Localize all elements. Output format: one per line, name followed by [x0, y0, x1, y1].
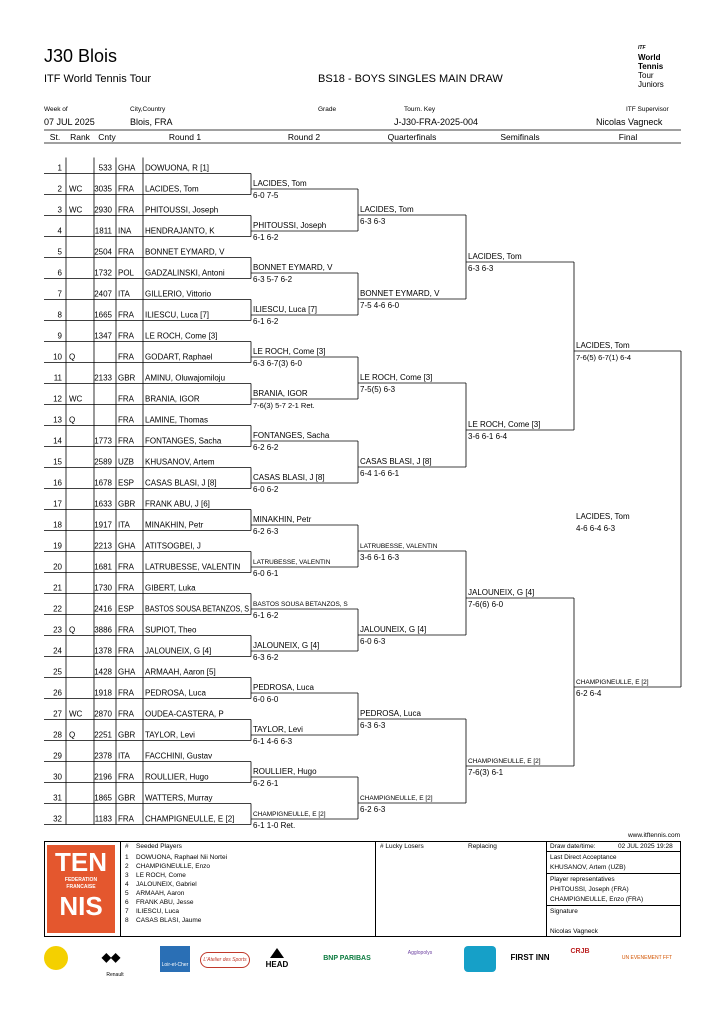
player-name: HENDRAJANTO, K [145, 226, 215, 236]
player-name: ATITSOGBEI, J [145, 541, 201, 551]
footer-rule [546, 851, 681, 852]
match-winner: LE ROCH, Come [3] [360, 373, 433, 382]
seed-number: 4 [125, 881, 129, 888]
column-header-r1: Round 1 [168, 132, 202, 142]
itf-logo-juniors: Juniors [638, 80, 664, 89]
tourn-key-value: J-J30-FRA-2025-004 [394, 117, 479, 127]
player-country: FRA [118, 184, 134, 194]
seed-name: DOWUONA, Raphael Nii Nortei [136, 854, 228, 861]
player-country: INA [118, 226, 132, 236]
seed-name: FRANK ABU, Jesse [136, 899, 194, 906]
seeded-list [125, 853, 227, 925]
draw-position: 15 [53, 457, 62, 467]
player-rank: 1732 [94, 268, 112, 278]
match-score: 7-6(3) 6-1 [468, 768, 504, 777]
match-score: 6-3 6-3 [360, 217, 386, 226]
match-winner: LE ROCH, Come [3] [468, 420, 541, 429]
match-winner: CASAS BLASI, J [8] [360, 457, 432, 466]
draw-position: 32 [53, 814, 62, 824]
player-country: FRA [118, 331, 134, 341]
entry-status: Q [69, 352, 76, 362]
match-winner: CHAMPIGNEULLE, E [2] [468, 758, 541, 765]
player-country: FRA [118, 394, 134, 404]
player-name: CHAMPIGNEULLE, E [2] [145, 814, 235, 824]
fft-event-logo: UN EVENEMENT FFT [621, 955, 673, 961]
draw-position: 14 [53, 436, 62, 446]
column-header-rank: Rank [70, 132, 90, 142]
player-rank: 2133 [94, 373, 112, 383]
seed-number: 7 [125, 908, 129, 915]
player-rep-2: CHAMPIGNEULLE, Enzo (FRA) [550, 896, 644, 903]
draw-position: 4 [57, 226, 62, 236]
match-score: 7-6(6) 6-0 [468, 600, 504, 609]
draw-position: 25 [53, 667, 62, 677]
player-country: FRA [118, 583, 134, 593]
lucky-losers-title: # Lucky Losers [380, 843, 424, 850]
column-header-f: Final [618, 132, 638, 142]
match-score: 6-1 6-2 [253, 233, 279, 242]
supervisor-value: Nicolas Vagneck [596, 117, 663, 127]
footer-divider [120, 841, 121, 937]
week-value: 07 JUL 2025 [44, 117, 95, 127]
draw-position: 20 [53, 562, 62, 572]
match-winner: BONNET EYMARD, V [360, 289, 440, 298]
city-value: Blois, FRA [130, 117, 173, 127]
match-score: 6-3 6-3 [360, 721, 386, 730]
draw-position: 7 [57, 289, 62, 299]
match-score: 6-2 6-3 [360, 805, 386, 814]
draw-position: 11 [53, 373, 62, 383]
agglopolys-logo: Agglopolys [407, 950, 433, 956]
player-country: FRA [118, 247, 134, 257]
player-country: GBR [118, 499, 136, 509]
player-rank: 1865 [94, 793, 112, 803]
draw-position: 21 [53, 583, 62, 593]
player-country: FRA [118, 814, 134, 824]
player-name: GODART, Raphael [145, 352, 213, 362]
player-name: AMINU, Oluwajomiloju [145, 373, 226, 383]
match-score: 6-3 6-2 [253, 653, 279, 662]
player-country: GHA [118, 541, 136, 551]
player-name: CASAS BLASI, J [8] [145, 478, 217, 488]
head-icon [270, 948, 284, 958]
seed-number: 2 [125, 863, 129, 870]
player-name: GADZALINSKI, Antoni [145, 268, 225, 278]
player-name: TAYLOR, Levi [145, 730, 195, 740]
player-name: SUPIOT, Theo [145, 625, 197, 635]
itf-logo-tour: Tour [638, 71, 654, 80]
match-winner: TAYLOR, Levi [253, 725, 303, 734]
seed-name: LE ROCH, Come [136, 872, 186, 879]
draw-position: 17 [53, 499, 62, 509]
player-country: FRA [118, 310, 134, 320]
player-rank: 2589 [94, 457, 112, 467]
match-winner: JALOUNEIX, G [4] [253, 641, 320, 650]
match-score: 6-0 6-1 [253, 569, 279, 578]
player-rank: 2504 [94, 247, 112, 257]
tour-name: ITF World Tennis Tour [44, 73, 151, 85]
player-country: FRA [118, 415, 134, 425]
player-rank: 3886 [94, 625, 112, 635]
match-score: 3-6 6-1 6-3 [360, 553, 400, 562]
draw-position: 1 [57, 163, 62, 173]
seed-number: 8 [125, 917, 129, 924]
seeded-player [125, 871, 227, 880]
entry-status: Q [69, 730, 76, 740]
seed-name: ILIESCU, Luca [136, 908, 179, 915]
player-rank: 1665 [94, 310, 112, 320]
seed-number: 6 [125, 899, 129, 906]
column-header-st: St. [49, 132, 61, 142]
player-country: FRA [118, 562, 134, 572]
player-name: KHUSANOV, Artem [145, 457, 215, 467]
blue-sponsor-logo [464, 946, 496, 972]
player-rank: 3035 [94, 184, 112, 194]
match-score: 6-1 4-6 6-3 [253, 737, 293, 746]
player-country: ITA [118, 520, 130, 530]
column-header-qf: Quarterfinals [387, 132, 437, 142]
player-rank: 1428 [94, 667, 112, 677]
seeded-player [125, 880, 227, 889]
match-winner: CASAS BLASI, J [8] [253, 473, 325, 482]
draw-position: 27 [53, 709, 62, 719]
draw-position: 31 [53, 793, 62, 803]
mascot-logo [44, 946, 68, 970]
player-name: ROULLIER, Hugo [145, 772, 209, 782]
player-rank: 1633 [94, 499, 112, 509]
footer-rule [546, 873, 681, 874]
renault-logo: ◆◆ [101, 950, 121, 964]
draw-position: 8 [57, 310, 62, 320]
seeded-player [125, 916, 227, 925]
player-country: GHA [118, 163, 136, 173]
match-score: 6-3 5-7 6-2 [253, 275, 293, 284]
draw-position: 3 [57, 205, 62, 215]
player-rank: 2213 [94, 541, 112, 551]
match-winner: CHAMPIGNEULLE, E [2] [576, 679, 649, 686]
match-winner: PHITOUSSI, Joseph [253, 221, 327, 230]
player-country: FRA [118, 205, 134, 215]
player-name: JALOUNEIX, G [4] [145, 646, 212, 656]
draw-position: 2 [57, 184, 62, 194]
signature-value: Nicolas Vagneck [550, 928, 598, 935]
match-score: 6-2 6-2 [253, 443, 279, 452]
player-name: PHITOUSSI, Joseph [145, 205, 219, 215]
player-rank: 2407 [94, 289, 112, 299]
match-score: 6-0 6-0 [253, 695, 279, 704]
supervisor-label: ITF Supervisor [626, 106, 669, 113]
crjb-logo: CRJB [570, 948, 590, 955]
seeded-hash: # [125, 843, 129, 850]
draw-position: 24 [53, 646, 62, 656]
fft-logo-line2: FRANCAISE [66, 884, 96, 890]
player-name: FACCHINI, Gustav [145, 751, 213, 761]
match-winner: FONTANGES, Sacha [253, 431, 330, 440]
player-rank: 2930 [94, 205, 112, 215]
match-winner: LATRUBESSE, VALENTIN [253, 559, 331, 566]
player-name: ARMAAH, Aaron [5] [145, 667, 216, 677]
match-winner: BONNET EYMARD, V [253, 263, 333, 272]
last-da-label: Last Direct Acceptance [550, 854, 617, 861]
player-rank: 2378 [94, 751, 112, 761]
seed-number: 1 [125, 854, 129, 861]
draw-position: 13 [53, 415, 62, 425]
player-country: POL [118, 268, 135, 278]
player-country: GBR [118, 730, 136, 740]
player-name: WATTERS, Murray [145, 793, 213, 803]
seed-name: JALOUNEIX, Gabriel [136, 881, 197, 888]
match-winner: PEDROSA, Luca [360, 709, 421, 718]
match-score: 6-2 6-3 [253, 527, 279, 536]
match-score: 6-0 6-3 [360, 637, 386, 646]
first-inn-logo: FIRST INN [510, 953, 550, 962]
seed-name: CASAS BLASI, Jaume [136, 917, 202, 924]
itf-logo-world: World [638, 53, 661, 62]
match-score: 6-0 6-2 [253, 485, 279, 494]
draw-position: 23 [53, 625, 62, 635]
player-name: MINAKHIN, Petr [145, 520, 204, 530]
match-winner: LATRUBESSE, VALENTIN [360, 543, 438, 550]
match-score: 6-3 6-3 [468, 264, 494, 273]
seed-name: ARMAAH, Aaron [136, 890, 185, 897]
draw-position: 29 [53, 751, 62, 761]
match-score: 6-4 1-6 6-1 [360, 469, 400, 478]
player-country: FRA [118, 352, 134, 362]
player-name: ILIESCU, Luca [7] [145, 310, 210, 320]
match-winner: LACIDES, Tom [576, 341, 630, 350]
seeded-title: Seeded Players [136, 843, 182, 850]
player-name: LAMINE, Thomas [145, 415, 208, 425]
fft-logo-bottom: NIS [59, 891, 103, 921]
footer-divider [375, 841, 376, 937]
match-score: 3-6 6-1 6-4 [468, 432, 508, 441]
head-logo: HEAD [265, 960, 289, 969]
match-winner: LACIDES, Tom [360, 205, 414, 214]
draw-position: 12 [53, 394, 62, 404]
column-header-cnty: Cnty [98, 132, 116, 142]
match-score: 7-5(5) 6-3 [360, 385, 396, 394]
match-score: 6-1 1-0 Ret. [253, 821, 296, 830]
match-winner: CHAMPIGNEULLE, E [2] [360, 795, 433, 802]
player-name: BONNET EYMARD, V [145, 247, 225, 257]
match-winner: ILIESCU, Luca [7] [253, 305, 318, 314]
fft-logo-line1: FEDERATION [64, 877, 98, 883]
player-name: BASTOS SOUSA BETANZOS, S [145, 604, 249, 614]
draw-position: 16 [53, 478, 62, 488]
match-winner: BRANIA, IGOR [253, 389, 308, 398]
champion-score: 4-6 6-4 6-3 [576, 524, 616, 533]
match-score: 6-1 6-2 [253, 611, 279, 620]
player-name: PEDROSA, Luca [145, 688, 206, 698]
player-country: FRA [118, 688, 134, 698]
bnp-logo: BNP PARIBAS [323, 955, 371, 962]
player-rank: 1681 [94, 562, 112, 572]
player-name: FONTANGES, Sacha [145, 436, 222, 446]
player-country: FRA [118, 625, 134, 635]
seed-name: CHAMPIGNEULLE, Enzo [136, 863, 211, 870]
tournament-title: J30 Blois [44, 46, 118, 66]
seed-number: 5 [125, 890, 129, 897]
player-name: GIBERT, Luka [145, 583, 196, 593]
player-name: BRANIA, IGOR [145, 394, 200, 404]
match-winner: JALOUNEIX, G [4] [360, 625, 427, 634]
player-country: ESP [118, 478, 135, 488]
player-name: GILLERIO, Vittorio [145, 289, 212, 299]
draw-position: 10 [53, 352, 62, 362]
event-name: BS18 - BOYS SINGLES MAIN DRAW [318, 73, 503, 85]
match-winner: PEDROSA, Luca [253, 683, 314, 692]
seeded-player [125, 898, 227, 907]
fft-logo-top: TEN [55, 847, 107, 877]
draw-position: 5 [57, 247, 62, 257]
footer-divider [546, 841, 547, 937]
draw-position: 28 [53, 730, 62, 740]
loir-et-cher-logo: Loir-et-Cher [160, 946, 190, 972]
draw-position: 6 [57, 268, 62, 278]
match-winner: LACIDES, Tom [253, 179, 307, 188]
player-country: UZB [118, 457, 134, 467]
match-score: 6-2 6-4 [576, 689, 602, 698]
player-country: FRA [118, 646, 134, 656]
seeded-player [125, 907, 227, 916]
player-name: LACIDES, Tom [145, 184, 199, 194]
player-rank: 2251 [94, 730, 112, 740]
match-winner: ROULLIER, Hugo [253, 767, 317, 776]
player-country: ESP [118, 604, 135, 614]
player-country: ITA [118, 751, 130, 761]
atelier-sports-logo: L'Atelier des Sports [200, 952, 250, 968]
player-name: DOWUONA, R [1] [145, 163, 210, 173]
player-country: FRA [118, 709, 134, 719]
player-country: FRA [118, 772, 134, 782]
replacing-title: Replacing [468, 843, 497, 850]
player-rank: 1678 [94, 478, 112, 488]
player-rank: 1918 [94, 688, 112, 698]
city-label: City,Country [130, 106, 166, 113]
player-rank: 1183 [94, 814, 112, 824]
player-name: FRANK ABU, J [6] [145, 499, 210, 509]
column-header-r2: Round 2 [287, 132, 321, 142]
last-da-value: KHUSANOV, Artem (UZB) [550, 864, 626, 871]
draw-date-label: Draw date/time: [550, 843, 596, 850]
seeded-player [125, 862, 227, 871]
match-winner: CHAMPIGNEULLE, E [2] [253, 811, 326, 818]
entry-status: WC [69, 184, 83, 194]
itf-url[interactable]: www.itftennis.com [627, 832, 680, 839]
player-name: OUDEA-CASTERA, P [145, 709, 224, 719]
player-rank: 1811 [94, 226, 112, 236]
player-rank: 1917 [94, 520, 112, 530]
grade-label: Grade [318, 106, 337, 113]
player-rep-label: Player representatives [550, 876, 615, 883]
draw-position: 19 [53, 541, 62, 551]
signature-label: Signature [550, 908, 578, 915]
match-score: 6-2 6-1 [253, 779, 279, 788]
match-score: 6-3 6-7(3) 6-0 [253, 359, 302, 368]
player-country: GHA [118, 667, 136, 677]
fft-logo [47, 845, 115, 933]
match-score: 6-0 7-5 [253, 191, 279, 200]
match-score: 7-6(3) 5-7 2-1 Ret. [253, 401, 315, 410]
player-rank: 533 [98, 163, 112, 173]
player-rank: 1773 [94, 436, 112, 446]
seeded-player [125, 889, 227, 898]
draw-position: 22 [53, 604, 62, 614]
draw-position: 30 [53, 772, 62, 782]
match-winner: LE ROCH, Come [3] [253, 347, 326, 356]
week-label: Week of [44, 106, 68, 113]
player-rank: 2196 [94, 772, 112, 782]
draw-position: 18 [53, 520, 62, 530]
draw-position: 9 [57, 331, 62, 341]
player-name: LE ROCH, Come [3] [145, 331, 218, 341]
champion-name: LACIDES, Tom [576, 512, 630, 521]
seed-number: 3 [125, 872, 129, 879]
tourn-key-label: Tourn. Key [404, 106, 436, 113]
player-country: GBR [118, 373, 136, 383]
seeded-player [125, 853, 227, 862]
renault-logo-text: Renault [106, 972, 124, 978]
player-rank: 2416 [94, 604, 112, 614]
player-rank: 1347 [94, 331, 112, 341]
entry-status: WC [69, 205, 83, 215]
player-rank: 2870 [94, 709, 112, 719]
match-winner: MINAKHIN, Petr [253, 515, 312, 524]
match-score: 6-1 6-2 [253, 317, 279, 326]
player-rank: 1730 [94, 583, 112, 593]
match-winner: BASTOS SOUSA BETANZOS, S [253, 601, 348, 608]
draw-position: 26 [53, 688, 62, 698]
footer-rule [546, 905, 681, 906]
itf-logo-tennis: Tennis [638, 62, 664, 71]
entry-status: Q [69, 625, 76, 635]
player-name: LATRUBESSE, VALENTIN [145, 562, 241, 572]
match-winner: JALOUNEIX, G [4] [468, 588, 535, 597]
entry-status: Q [69, 415, 76, 425]
itf-logo-itf: ITF [638, 45, 646, 51]
match-score: 7-5 4-6 6-0 [360, 301, 400, 310]
entry-status: WC [69, 394, 83, 404]
draw-date-value: 02 JUL 2025 19:28 [618, 843, 673, 850]
match-winner: LACIDES, Tom [468, 252, 522, 261]
player-country: FRA [118, 436, 134, 446]
entry-status: WC [69, 709, 83, 719]
player-country: ITA [118, 289, 130, 299]
player-rank: 1378 [94, 646, 112, 656]
match-score: 7-6(5) 6-7(1) 6-4 [576, 353, 632, 362]
player-country: GBR [118, 793, 136, 803]
player-rep-1: PHITOUSSI, Joseph (FRA) [550, 886, 629, 893]
column-header-sf: Semifinals [500, 132, 540, 142]
